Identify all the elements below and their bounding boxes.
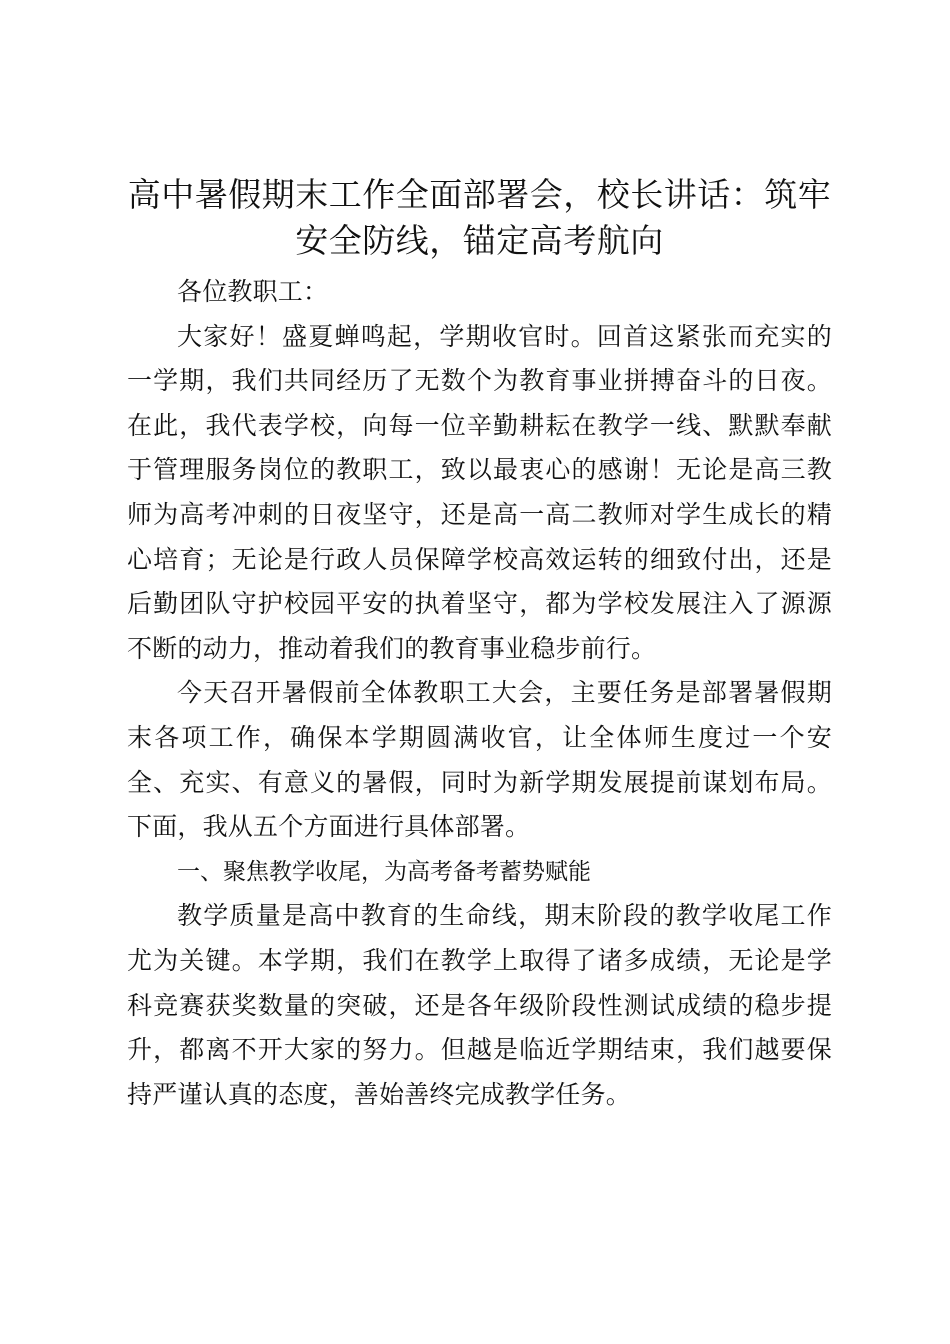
section-paragraph: 教学质量是高中教育的生命线，期末阶段的教学收尾工作尤为关键。本学期，我们在教学上取得了诸多成绩，无论是学科竞赛获奖数量的突破，还是各年级阶段性测试成绩的稳步提升，都离不开大家的努力。但越是临近学期结束，我们越要保持严谨认真的态度，善始善终完成教学任务。 [127, 901, 832, 1109]
paragraph-opening: 大家好！盛夏蝉鸣起，学期收官时。回首这紧张而充实的一学期，我们共同经历了无数个为教育事业拼搏奋斗的日夜。在此，我代表学校，向每一位辛勤耕耘在教学一线、默默奉献于管理服务岗位的教职工，致以最衷心的感谢！无论是高三教师为高考冲刺的日夜坚守，还是高一高二教师对学生成长的精心培育；无论是行政人员保障学校高效运转的细致付出，还是后勤团队守护校园平安的执着坚守，都为学校发展注入了源源不断的动力，推动着我们的教育事业稳步前行。 [127, 321, 832, 663]
document-body [127, 172, 832, 1117]
salutation: 各位教职工： [177, 277, 329, 306]
section-heading: 一、聚焦教学收尾，为高考备考蓄势赋能 [177, 858, 591, 885]
paragraph-meeting-purpose: 今天召开暑假前全体教职工大会，主要任务是部署暑假期末各项工作，确保本学期圆满收官，让全体师生度过一个安全、充实、有意义的暑假，同时为新学期发展提前谋划布局。下面，我从五个方面进行具体部署。 [127, 678, 832, 842]
document-title: 高中暑假期末工作全面部署会，校长讲话：筑牢安全防线，锚定高考航向 [127, 175, 832, 260]
